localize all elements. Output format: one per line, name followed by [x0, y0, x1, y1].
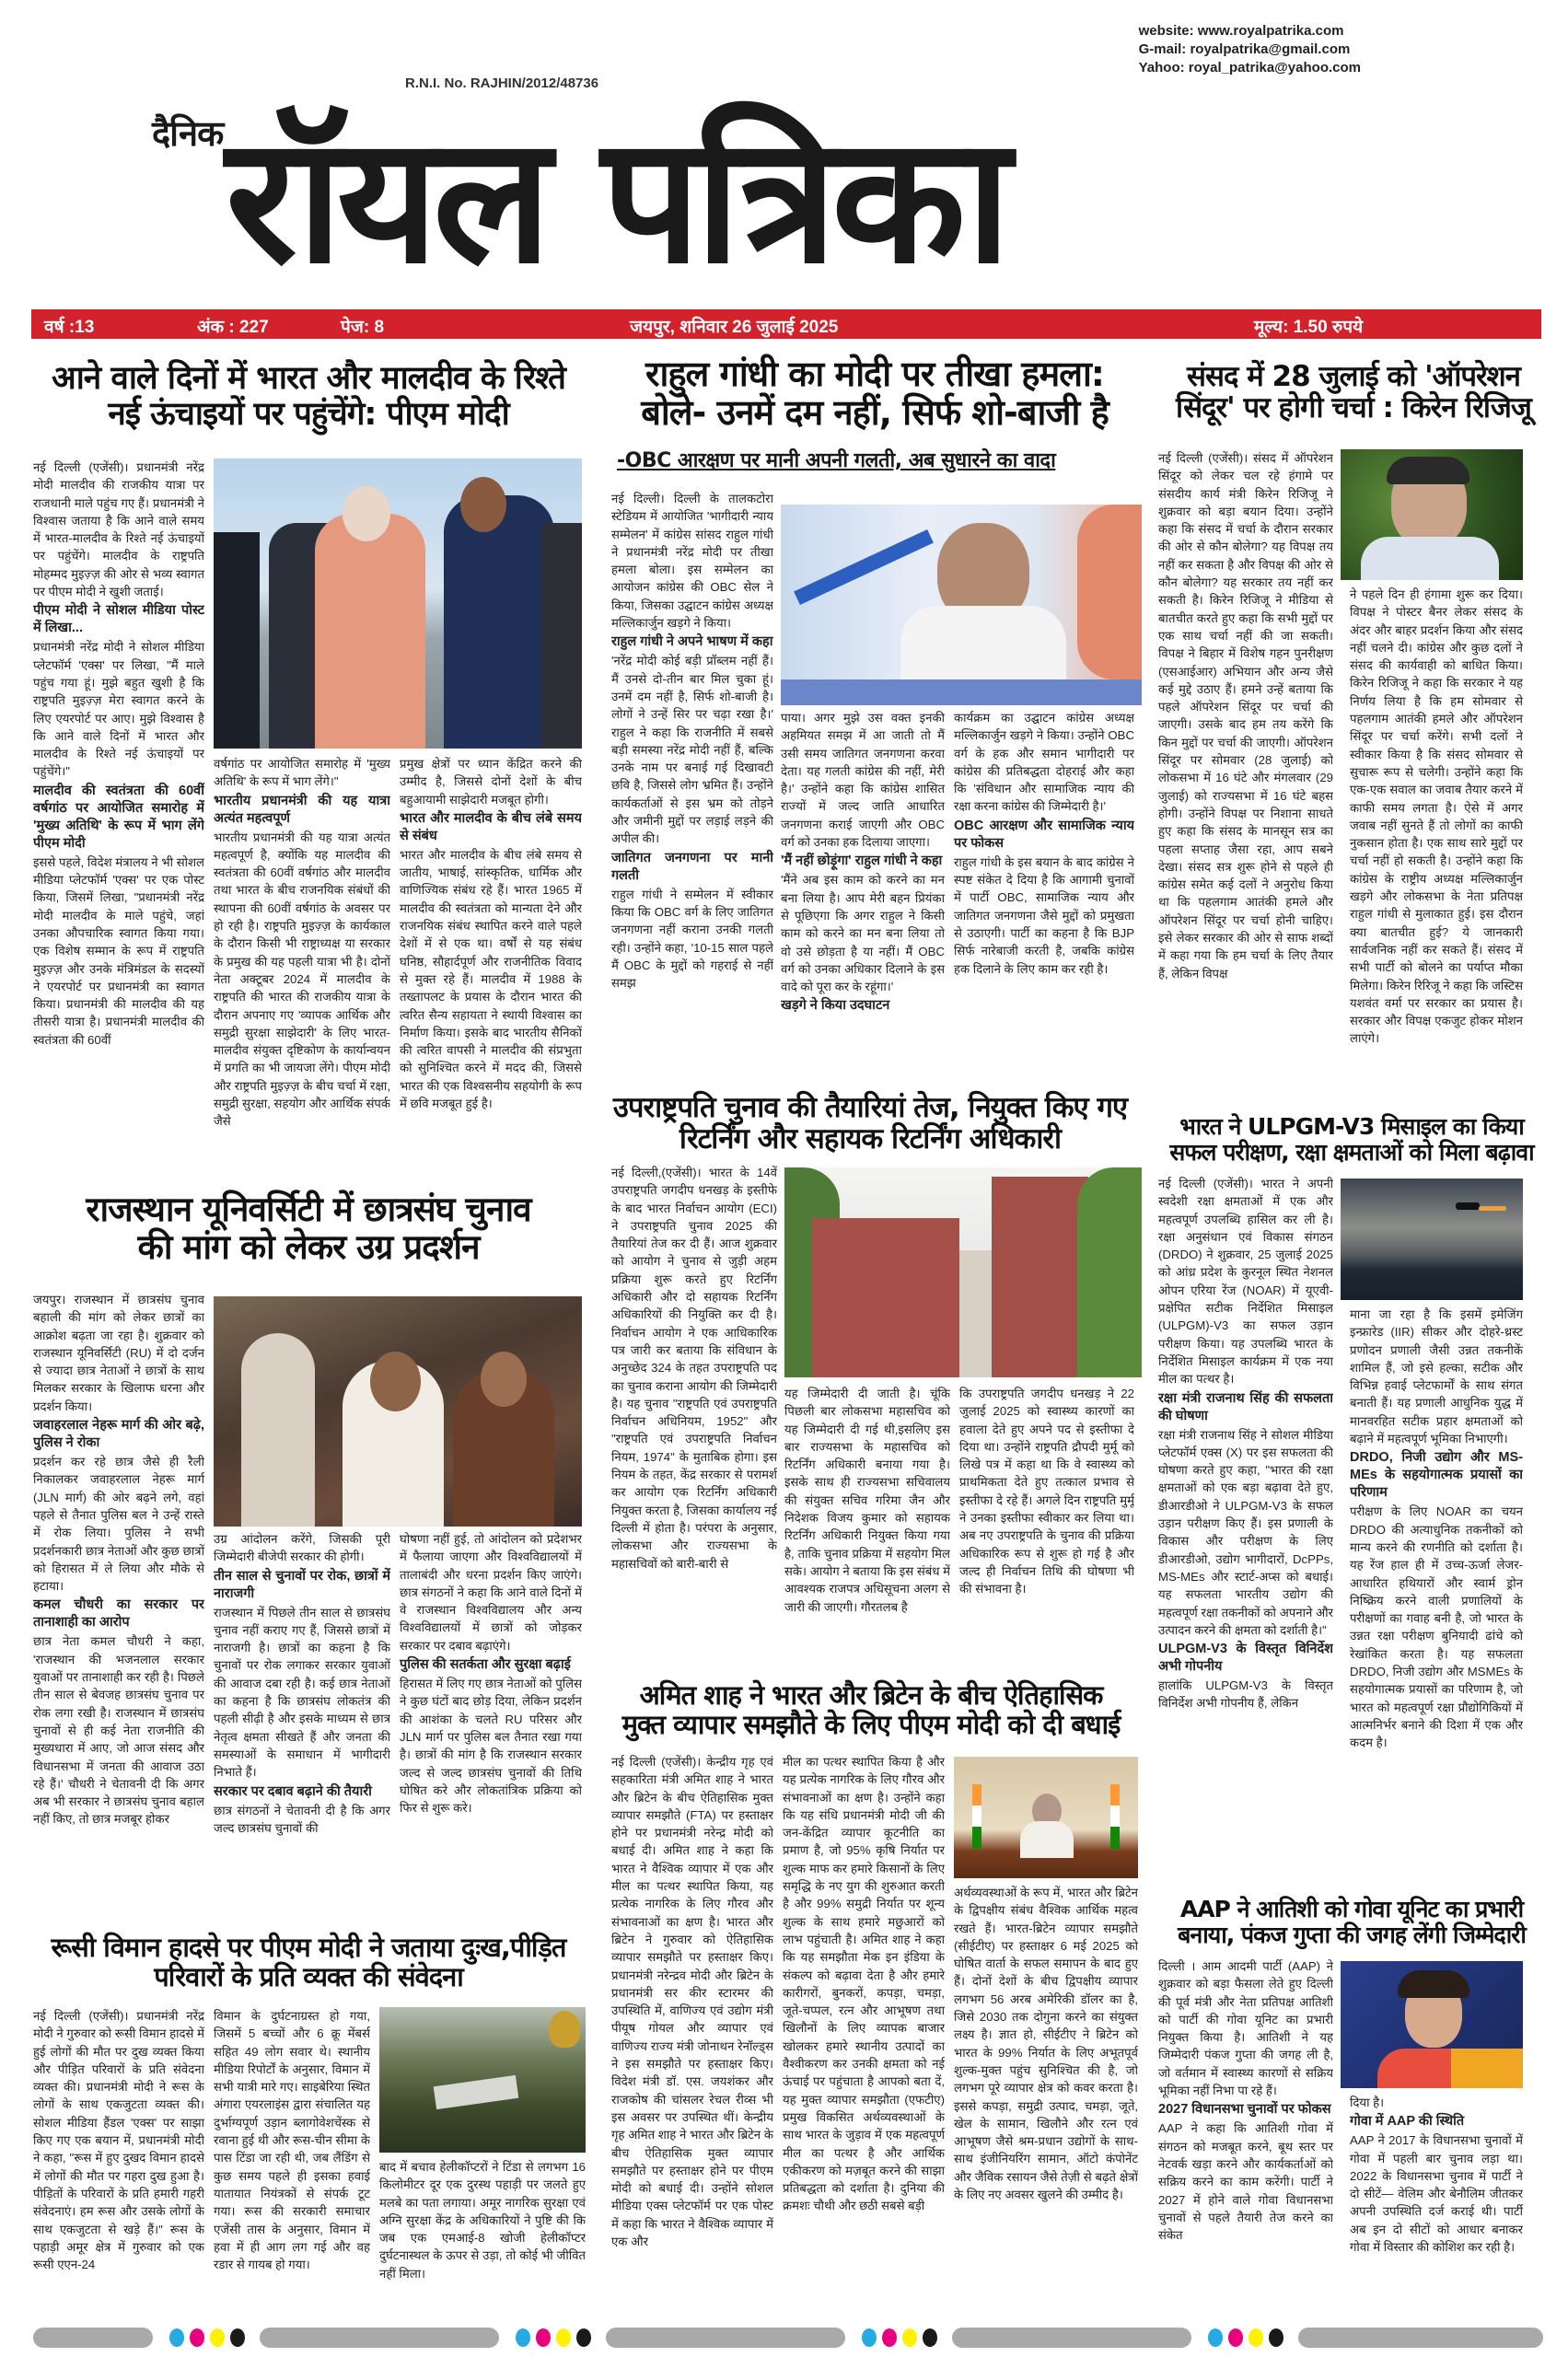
yellow-registration-dot	[556, 2328, 571, 2347]
amitshah-column-3	[954, 1884, 1138, 2326]
aap-body: दिल्ली । आम आदमी पार्टी (AAP) ने शुक्रवार को बड़ा फैसला लेते हुए दिल्ली की पूर्व मंत्री और नेता प्रतिपक्ष आतिशी को पार्टी की गोवा यूनिट का प्रभारी नियुक्त किया है। आतिशी ने यह जिम्मेदारी पंकज गुप्ता की जगह ली है, जो वर्तमान में स्वास्थ्य कारणों से सक्रिय भूमिका नहीं निभा पा रहे हैं।	[1158, 1959, 1333, 2098]
vicepresident-column-3	[959, 1385, 1134, 1678]
sindoor-headline[interactable]	[1160, 361, 1547, 424]
plane-column-3	[379, 2158, 586, 2326]
university-subheading: जवाहरलाल नेहरू मार्ग की ओर बढ़े, पुलिस ने रोका	[33, 1418, 204, 1451]
maldives-headline-line1: आने वाले दिनों में भारत और मालदीव के रिश्ते	[52, 360, 565, 397]
missile-column-2	[1350, 1306, 1523, 1887]
plane-column-2	[214, 2007, 370, 2326]
rahul-body: राहुल गांधी के इस बयान के बाद कांग्रेस ने स्पष्ट संकेत दे दिया है कि आगामी चुनावों में पार्टी OBC, सामाजिक न्याय और जातिगत जनगणना जैसे मुद्दों को प्रमुखता से उठाएगी। पार्टी का कहना है कि BJP सिर्फ नारेबाजी करती है, जबकि कांग्रेस हक दिलाने के लिए काम कर रही है।	[954, 854, 1134, 976]
yahoo-text[interactable]: Yahoo: royal_patrika@yahoo.com	[1138, 60, 1361, 75]
university-column-2	[214, 1530, 390, 1926]
university-body: उग्र आंदोलन करेंगे, जिसकी पूरी जिम्मेदारी बीजेपी सरकार की होगी।	[214, 1532, 390, 1564]
missile-subheading: रक्षा मंत्री राजनाथ सिंह की सफलता की घोषणा	[1158, 1390, 1333, 1423]
amitshah-headline[interactable]	[600, 1681, 1142, 1740]
university-subheading: पुलिस की सतर्कता और सुरक्षा बढ़ाई	[400, 1657, 571, 1673]
rahul-subheading: OBC आरक्षण और सामाजिक न्याय पर फोकस	[954, 818, 1134, 851]
university-column-1	[33, 1291, 204, 1926]
plane-body: नई दिल्ली (एजेंसी)। प्रधानमंत्री नरेंद्र मोदी ने गुरुवार को रूसी विमान हादसे में हुई लोगों की मौत पर दुख व्यक्त किया और पीड़ित परिवारों के प्रति संवेदना व्यक्त की। प्रधानमंत्री मोदी ने रूस के लोगों के साथ एकजुटता व्यक्त की। सोशल मीडिया हैंडल 'एक्स' पर साझा किए गए एक बयान में, प्रधानमंत्री मोदी ने कहा, "रूस में हुए दुखद विमान हादसे में लोगों की मौत पर गहरा दुख हुआ है। पीड़ितों के परिवारों के प्रति हमारी गहरी संवेदनाएं। हम रूस और उसके लोगों के साथ एकजुटता से खड़े हैं।" रूस के पहाड़ी अमूर क्षेत्र में गुरुवार को एक रूसी एएन-24	[33, 2009, 204, 2272]
missile-subheading: ULPGM-V3 के विस्तृत विनिर्देश अभी गोपनीय	[1158, 1642, 1333, 1675]
aap-column-1	[1158, 1957, 1333, 2326]
rahul-subheading: 'मैं नहीं छोड़ूंगा' राहुल गांधी ने कहा	[781, 853, 943, 869]
maldives-body: नई दिल्ली (एजेंसी)। प्रधानमंत्री नरेंद्र मोदी मालदीव की राजकीय यात्रा पर राजधानी माले पहुंच गए हैं। प्रधानमंत्री ने विश्वास जताया है कि आने वाले समय में भारत-मालदीव के रिश्ते नई ऊंचाइयों पर पहुंचेंगे। मालदीव के राष्ट्रपति मोहम्मद मुइज़्ज़ की ओर से भव्य स्वागत पर पीएम मोदी ने खुशी जताई।	[33, 460, 204, 599]
maldives-body: वर्षगांठ पर आयोजित समारोह में 'मुख्य अतिथि' के रूप में भाग लेंगे।"	[214, 757, 390, 789]
maldives-subheading: भारत और मालदीव के बीच लंबे समय से संबंध	[400, 810, 582, 843]
registration-gray-bar	[606, 2328, 845, 2348]
plane-body: बाद में बचाव हेलीकॉप्टरों ने टिंडा से लगभग 16 किलोमीटर दूर एक दुरस्थ पहाड़ी पर जलते हुए मलबे का पता लगाया। अमूर नागरिक सुरक्षा एवं अग्नि सुरक्षा केंद्र के अधिकारियों ने पुष्टि की कि जब एक एमआई-8 खोजी हेलीकॉप्टर दुर्घटनास्थल के ऊपर से उड़ा, तो कोई भी जीवित नहीं मिला।	[379, 2160, 586, 2281]
university-body: प्रदर्शन कर रहे छात्र जैसे ही रैली निकालकर जवाहरलाल नेहरू मार्ग (JLN मार्ग) की ओर बढ़ने लगे, वहां पहले से तैनात पुलिस बल ने उन्हें रास्ते में रोक लिया। पुलिस ने सभी प्रदर्शनकारी छात्र नेताओं और कुछ छात्रों को हिरासत में ले लिया और मौके से हटाया।	[33, 1455, 204, 1594]
print-registration-bar	[33, 2328, 1543, 2348]
aap-headline[interactable]	[1156, 1897, 1547, 1947]
rahul-body: 'मैंने अब इस काम को करने का मन बना लिया है। आप मेरी बहन प्रियंका से पूछिएगा कि अगर राहुल ने किसी काम को करने का मन बना लिया तो वो उसे छोड़ता है या नहीं। मैं OBC वर्ग को उनका अधिकार दिलाने के इस वादे को पूरा कर के रहूंगा।'	[781, 873, 945, 994]
maldives-column-2	[214, 755, 390, 1186]
aap-body: AAP ने 2017 के विधानसभा चुनावों में गोवा में पहली बार चुनाव लड़ा था। 2022 के विधानसभा चुनाव में पार्टी ने दो सीटें— वेलिम और बेनौलिम जीतकर अपनी उपस्थिति दर्ज कराई थी। पार्टी अब इन दो सीटों को आधार बनाकर गोवा में विस्तार की कोशिश कर रही है।	[1350, 2133, 1523, 2255]
vicepresident-column-1	[611, 1164, 777, 1678]
plane-headline-line1: रूसी विमान हादसे पर पीएम मोदी ने जताया दुःख,पीड़ित	[51, 1932, 566, 1963]
maldives-body: इससे पहले, विदेश मंत्रालय ने भी सोशल मीडिया प्लेटफॉर्म 'एक्स' पर एक पोस्ट किया, जिसमें लिखा, "प्रधानमंत्री नरेंद्र मोदी मालदीव के माले पहुंचे, जहां उनका औपचारिक स्वागत किया गया। एक विशेष सम्मान के रूप में राष्ट्रपति मुइज़्ज़ और उनके मंत्रिमंडल के सदस्यों ने एयरपोर्ट पर प्रधानमंत्री का स्वागत किया। प्रधानमंत्री की मालदीव की यह तीसरी यात्रा है। प्रधानमंत्री मालदीव की स्वतंत्रता की 60वीं	[33, 854, 204, 1047]
magenta-registration-dot	[536, 2328, 551, 2347]
missile-column-1	[1158, 1175, 1333, 1887]
website-text[interactable]: website: www.royalpatrika.com	[1138, 23, 1344, 39]
amit-shah-office-photo	[954, 1757, 1138, 1878]
rni-number: R.N.I. No. RAJHIN/2012/48736	[405, 75, 599, 91]
plane-headline-line2: परिवारों के प्रति व्यक्त की संवेदना	[154, 1960, 463, 1992]
rahul-subheading: जातिगत जनगणना पर मानी गलती	[611, 850, 773, 883]
black-registration-dot	[1269, 2328, 1283, 2347]
modi-muizzu-handshake-photo	[214, 459, 582, 749]
amitshah-body: नई दिल्ली (एजेंसी)। केन्द्रीय गृह एवं सहकारिता मंत्री अमित शाह ने भारत और ब्रिटेन के बीच ऐतिहासिक मुक्त व्यापार समझौते (FTA) पर हस्ताक्षर होने पर प्रधानमंत्री नरेन्द्र मोदी को बधाई दी। अमित शाह ने कहा कि भारत ने वैश्विक व्यापार में एक और मील का पत्थर स्थापित किया, यह प्रत्येक नागरिक के लिए गौरव और संभावनाओं का क्षण है। भारत और ब्रिटेन ने गुरुवार को ऐतिहासिक व्यापार समझौते पर हस्ताक्षर किए। प्रधानमंत्री नरेन्द्रव मोदी और ब्रिटेन के प्रधानमंत्री सर कीर स्टारमर की उपस्थिति में, वाणिज्य एवं उद्योग मंत्री पीयूष गोयल और व्यापार एवं वाणिज्य राज्य मंत्री जोनाथन रेनॉल्ड्स ने इस समझौते पर हस्ताक्षर किए। विदेश मंत्री डॉ. एस. जयशंकर और राजकोष की चांसलर रेचल रीव्स भी इस अवसर पर उपस्थित थीं। केन्द्रीय गृह अमित शाह ने भारत और ब्रिटेन के बीच ऐतिहासिक मुक्त व्यापार समझौते पर हस्ताक्षर होने पर पीएम मोदी को बधाई दी। उन्होंने सोशल मीडिया एक्स प्लेटफॉर्म पर एक पोस्ट में कहा कि भारत ने वैश्विक व्यापार में एक और	[611, 1755, 773, 2249]
yellow-registration-dot	[902, 2328, 917, 2347]
aap-subheading: गोवा में AAP की स्थिति	[1350, 2114, 1465, 2130]
rahul-gandhi-speech-photo	[781, 505, 1142, 705]
vicepresident-body: कि उपराष्ट्रपति जगदीप धनखड़ ने 22 जुलाई 2025 को स्वास्थ्य कारणों का हवाला देते हुए अपने पद से इस्तीफा दे दिया था। उन्होंने राष्ट्रपति द्रौपदी मुर्मू को लिखे पत्र में कहा था कि वे स्वास्थ्य को प्राथमिकता देते हुए तत्काल प्रभाव से इस्तीफा दे रहे हैं। अगले दिन राष्ट्रपति मुर्मू ने उनका इस्तीफा स्वीकार कर लिया था। अब नए उपराष्ट्रपति के चुनाव की प्रक्रिया अधिकारिक रूप से शुरू हो गई है और जल्द ही निर्वाचन तिथि की घोषणा भी की संभावना है।	[959, 1387, 1134, 1596]
election-commission-building-photo	[784, 1167, 1142, 1377]
atishi-photo	[1341, 1961, 1523, 2088]
university-subheading: तीन साल से चुनावों पर रोक, छात्रों में नाराजगी	[214, 1568, 390, 1601]
plane-column-1	[33, 2007, 204, 2326]
missile-body: माना जा रहा है कि इसमें इमेजिंग इन्फ्रारेड (IIR) सीकर और दोहरे-थ्रस्ट प्रणोदन प्रणाली जैसी उन्नत तकनीकें शामिल हैं, जो इसे हल्का, सटीक और विभिन्न हवाई प्लेटफार्मों के साथ संगत बनाती हैं। यह प्रणाली आधुनिक युद्ध में मानवरहित सटीक प्रहार क्षमताओं को बढ़ाने में महत्वपूर्ण भूमिका निभाएगी।	[1350, 1307, 1523, 1446]
ulpgm-missile-drone-photo	[1341, 1178, 1523, 1300]
issue-label: अंक : 227	[197, 318, 269, 337]
masthead-prefix: दैनिक	[152, 113, 224, 154]
rahul-body: पाया। अगर मुझे उस वक्त इनकी अहमियत समझ में आ जाती तो मैं उसी समय जातिगत जनगणना करवा देता। यह गलती कांग्रेस की नहीं, मेरी है।' उन्होंने कहा कि कांग्रेस शासित राज्यों में जल्द जाति आधारित जनगणना कराई जाएगी और OBC वर्ग को उनका हक दिलाया जाएगा।	[781, 711, 945, 850]
registration-gray-bar	[260, 2328, 499, 2348]
vicepresident-column-2	[784, 1385, 950, 1678]
maldives-body: भारत और मालदीव के बीच लंबे समय से जातीय, भाषाई, सांस्कृतिक, धार्मिक और वाणिज्यिक संबंध रहे हैं। भारत 1965 में मालदीव की स्वतंत्रता को मान्यता देने और राजनयिक संबंध स्थापित करने वाले पहले देशों में से एक था। वर्षों से यह संबंध घनिष्ठ, सौहार्दपूर्ण और राजनीतिक विवाद से मुक्त रहे हैं। मालदीव में 1988 के तख्तापलट के प्रयास के दौरान भारत की त्वरित सैन्य सहायता ने स्थायी विश्वास का निर्माण किया। इसके बाद भारतीय सैनिकों की त्वरित वापसी ने मालदीव की संप्रभुता को सुनिश्चित करने में मदद की, जिससे भारत की एक विश्वसनीय सहयोगी के रूप में छवि मजबूत हुई है।	[400, 847, 582, 1111]
university-body: राजस्थान में पिछले तीन साल से छात्रसंघ चुनाव नहीं कराए गए हैं, जिससे छात्रों में नाराजगी है। छात्रों का कहना है कि चुनावों पर रोक लगाकर सरकार युवाओं की आवाज दबा रही है। कई छात्र नेताओं का कहना है कि छात्रसंघ लोकतंत्र की पहली सीढ़ी है और इसके माध्यम से छात्र नेतृत्व क्षमता सीखते हैं और जनता की समस्याओं के समाधान में भागीदारी निभाते हैं।	[214, 1605, 390, 1780]
amitshah-column-2	[783, 1753, 945, 2326]
aap-headline-line1: AAP ने आतिशी को गोवा यूनिट का प्रभारी	[1179, 1896, 1524, 1922]
yellow-registration-dot	[1249, 2328, 1263, 2347]
aap-body: दिया है।	[1350, 2096, 1385, 2109]
black-registration-dot	[576, 2328, 591, 2347]
cyan-registration-dot	[516, 2328, 530, 2347]
rahul-column-3	[954, 709, 1134, 1082]
rahul-body: 'नरेंद्र मोदी कोई बड़ी प्रॉब्लम नहीं हैं। मैं उनसे दो-तीन बार मिल चुका हूं। उनमें दम नहीं है, सिर्फ शो-बाजी है। लोगों ने उन्हें सिर पर चढ़ा रखा है।' राहुल ने कहा कि राजनीति में सबसे बड़ी समस्या नरेंद्र मोदी नहीं हैं, बल्कि उनके नाम पर बनाई गई दिखावटी छवि है, जिससे लोग भ्रमित हैं। उन्होंने कार्यकर्ताओं से इस भ्रम को तोड़ने और जमीनी मुद्दों पर लड़ाई लड़ने की अपील की।	[611, 654, 773, 846]
missile-subheading: DRDO, निजी उद्योग और MS-MEs के सहयोगात्मक प्रयासों का परिणाम	[1350, 1450, 1523, 1501]
maldives-headline-line2: नई ऊंचाइयों पर पहुंचेंगे: पीएम मोदी	[108, 395, 509, 433]
rahul-headline-line1: राहुल गांधी का मोदी पर तीखा हमला:	[645, 354, 1105, 394]
kiren-rijiju-photo	[1341, 449, 1523, 580]
vicepresident-headline-line1: उपराष्ट्रपति चुनाव की तैयारियां तेज, नियुक्त किए गए	[612, 1091, 1128, 1124]
magenta-registration-dot	[882, 2328, 897, 2347]
black-registration-dot	[230, 2328, 245, 2347]
aap-headline-line2: बनाया, पंकज गुप्ता की जगह लेंगी जिम्मेदारी	[1178, 1921, 1526, 1948]
maldives-body: प्रधानमंत्री नरेंद्र मोदी ने सोशल मीडिया प्लेटफॉर्म 'एक्स' पर लिखा, "मैं माले पहुंच गया हूं। मुझे बहुत खुशी है कि राष्ट्रपति मुइज़्ज़ मेरा स्वागत करने के लिए एयरपोर्ट पर आए। मुझे विश्वास है कि आने वाले दिनों में भारत और मालदीव के रिश्ते नई ऊंचाइयों पर पहुंचेंगे।"	[33, 640, 204, 779]
dateline: जयपुर, शनिवार 26 जुलाई 2025	[630, 318, 839, 337]
magenta-registration-dot	[1228, 2328, 1243, 2347]
vicepresident-body: नई दिल्ली,(एजेंसी)। भारत के 14वें उपराष्ट्रपति जगदीप धनखड़ के इस्तीफे के बाद भारत निर्वाचन आयोग (ECI) ने उपराष्ट्रपति चुनाव 2025 की तैयारियां तेज कर दी हैं। आज शुक्रवार को आयोग ने चुनाव से जुड़ी अहम प्रक्रिया शुरू करते हुए रिटर्निंग अधिकारी और दो सहायक रिटर्निंग अधिकारियों की नियुक्ति कर दी है। निर्वाचन आयोग ने एक आधिकारिक पत्र जारी कर बताया कि संविधान के अनुच्छेद 324 के तहत उपराष्ट्रपति पद का चुनाव कराना आयोग की जिम्मेदारी है। यह चुनाव "राष्ट्रपति एवं उपराष्ट्रपति निर्वाचन अधिनियम, 1952" और "राष्ट्रपति एवं उपराष्ट्रपति निर्वाचन नियम, 1974" के मुताबिक होगा। इस नियम के तहत, केंद्र सरकार से परामर्श कर आयोग एक रिटर्निंग अधिकारी नियुक्त करता है, जिसका कार्यालय नई दिल्ली में होता है। परंपरा के अनुसार, लोकसभा और राज्यसभा के महासचिवों को बारी-बारी से	[611, 1166, 777, 1571]
university-column-3	[400, 1530, 582, 1926]
plane-crash-site-photo	[379, 2007, 586, 2153]
rahul-subheadline: -OBC आरक्षण पर मानी अपनी गलती, अब सुधारने का वादा	[617, 449, 1056, 472]
amitshah-body: मील का पत्थर स्थापित किया है और यह प्रत्येक नागरिक के लिए गौरव और संभावनाओं का क्षण है। उन्होंने कहा कि यह संधि प्रधानमंत्री मोदी जी की जन-केंद्रित व्यापार कूटनीति का प्रमाण है, जो 95% कृषि निर्यात पर शुल्क माफ कर हमारे किसानों के लिए समृद्धि के नए युग की शुरुआत करती है और 99% समुद्री निर्यात पर शून्य शुल्क के साथ हमारे मछुआरों को लाभ पहुंचाती है। अमित शाह ने कहा कि यह समझौता मेक इन इंडिया के संकल्प को बढ़ावा देता है और हमारे कारीगरों, बुनकरों, कपड़ा, चमड़ा, जूते-चप्पल, रत्न और आभूषण तथा खिलौनों के लिए व्यापक बाजार खोलकर हमारे स्थानीय उत्पादों का वैश्वीकरण कर उनकी क्षमता को नई ऊंचाई पर पहुंचाता है आपको बता दें, यह मुक्त व्यापार समझौता (एफटीए) प्रमुख विकसित अर्थव्यवस्थाओं के साथ भारत के जुड़ाव में एक महत्वपूर्ण मील का पत्थर है और आर्थिक एकीकरण को मज़बूत करने की साझा प्रतिबद्धता को दर्शाता है। दुनिया की क्रमशः चौथी और छठी सबसे बड़ी	[783, 1755, 945, 2213]
sindoor-column-1	[1158, 449, 1333, 1103]
rahul-subheading: खड़गे ने किया उदघाटन	[781, 998, 890, 1014]
contact-block	[1139, 22, 1361, 77]
missile-headline-line1: भारत ने ULPGM-V3 मिसाइल का किया	[1179, 1113, 1524, 1140]
price-label: मूल्य: 1.50 रुपये	[1254, 318, 1364, 337]
university-headline-line1: राजस्थान यूनिवर्सिटी में छात्रसंघ चुनाव	[86, 1190, 531, 1229]
yellow-registration-dot	[210, 2328, 225, 2347]
rahul-headline[interactable]	[608, 355, 1142, 433]
amitshah-headline-line2: मुक्त व्यापार समझौते के लिए पीएम मोदी को दी बधाई	[621, 1708, 1121, 1740]
plane-body: विमान के दुर्घटनाग्रस्त हो गया, जिसमें 5 बच्चों और 6 क्रू मेंबर्स सहित 49 लोग सवार थे। स्थानीय मीडिया रिपोर्टों के अनुसार, विमान में सभी यात्री मारे गए। साइबेरिया स्थित अंगारा एयरलाइंस द्वारा संचालित यह दुर्भाग्यपूर्ण उड़ान ब्लागोवेशचेंस्क से रवाना हुई थी और रूस-चीन सीमा के पास टिंडा जा रही थी, जब लैंडिंग से कुछ समय पहले ही इसका हवाई यातायात नियंत्रकों से संपर्क टूट गया। रूस की सरकारी समाचार एजेंसी तास के अनुसार, विमान में हवा में ही आग लग गई और वह रडार से गायब हो गया।	[214, 2009, 370, 2272]
university-body: हिरासत में लिए गए छात्र नेताओं को पुलिस ने कुछ घंटों बाद छोड़ दिया, लेकिन प्रदर्शन की आशंका के चलते RU परिसर और JLN मार्ग पर पुलिस बल तैनात रखा गया है। छात्रों की मांग है कि राजस्थान सरकार जल्द से जल्द छात्रसंघ चुनावों की तिथि घोषित करे और लोकतांत्रिक प्रक्रिया को फिर से शुरू करे।	[400, 1677, 582, 1816]
year-label: वर्ष :13	[44, 318, 95, 337]
registration-gray-bar	[1298, 2328, 1543, 2348]
university-body: छात्र संगठनों ने चेतावनी दी है कि अगर जल्द छात्रसंघ चुनावों की	[214, 1803, 390, 1835]
maldives-subheading: भारतीय प्रधानमंत्री की यह यात्रा अत्यंत महत्वपूर्ण	[214, 793, 390, 826]
cyan-registration-dot	[169, 2328, 184, 2347]
university-subheading: कमल चौधरी का सरकार पर तानाशाही का आरोप	[33, 1597, 204, 1631]
rahul-headline-line2: बोले- उनमें दम नहीं, सिर्फ शो-बाजी है	[641, 391, 1109, 433]
university-subheading: सरकार पर दबाव बढ़ाने की तैयारी	[214, 1783, 372, 1799]
maldives-subheading: पीएम मोदी ने सोशल मीडिया पोस्ट में लिखा...	[33, 603, 204, 636]
sindoor-body: ने पहले दिन ही हंगामा शुरू कर दिया। विपक्ष ने पोस्टर बैनर लेकर संसद के अंदर और बाहर प्रदर्शन किया और संसद नहीं चलने दी। कांग्रेस और कुछ दलों ने संसद की कार्यवाही को बाधित किया। किरेन रिजिजू ने कहा कि सरकार ने यह निर्णय लिया है कि हम सोमवार से पहलगाम आतंकी हमले और ऑपरेशन सिंदूर पर चर्चा करेंगे। सभी दलों ने स्वीकार किया है कि संसद सोमवार से सुचारू रूप से चलेगी। उन्होंने कहा कि एक-एक सवाल का जवाब तैयार करने में काफी समय लगता है। ऐसे में अगर जवाब नहीं सुनते हैं तो लोगों का काफी नुकसान होता है। एक साथ सारे मुद्दों पर चर्चा नहीं हो सकती है। उन्होंने कहा कि कांग्रेस के राष्ट्रीय अध्यक्ष मल्लिकार्जुन खड़गे और लोकसभा के नेता प्रतिपक्ष राहुल गांधी से मुलाकात हुई। इस दौरान क्या बातचीत हुई? ये जानकारी सार्वजनिक नहीं कर सकते हैं। संसद में सभी पार्टी को बोलने का पर्याप्त मौका मिलेगा। किरेन रिरिजू ने कहा कि जस्टिस यशवंत वर्मा पर सरकार का प्रयास है। सरकार और विपक्ष एकजुट होकर मोशन लाएंगे।	[1350, 587, 1523, 1046]
university-body: छात्र नेता कमल चौधरी ने कहा, 'राजस्थान की भजनलाल सरकार युवाओं पर तानाशाही कर रही है। पिछले तीन साल से बेवजह छात्रसंघ चुनाव पर रोक लगा रखी है। राजस्थान में छात्रसंघ चुनावों से ही कई नेता राजनीति की मुख्यधारा में आए, जो आज संसद और विधानसभा में जनता की आवाज उठा रहे हैं।' चौधरी ने चेतावनी दी कि अगर अब भी सरकार ने छात्रसंघ चुनाव बहाल नहीं किए, तो छात्र मजबूर होकर	[33, 1634, 204, 1827]
vicepresident-headline[interactable]	[598, 1092, 1142, 1155]
missile-headline-line2: सफल परीक्षण, रक्षा क्षमताओं को मिला बढ़ावा	[1169, 1138, 1534, 1166]
sindoor-headline-line2: सिंदूर' पर होगी चर्चा : किरेन रिजिजू	[1176, 391, 1531, 425]
cyan-registration-dot	[862, 2328, 877, 2347]
rahul-body: कार्यक्रम का उद्घाटन कांग्रेस अध्यक्ष मल्लिकार्जुन खड़गे ने किया। उन्होंने OBC वर्ग के हक और समान भागीदारी पर कांग्रेस की प्रतिबद्धता दोहराई और कहा कि 'संविधान और सामाजिक न्याय की रक्षा करना कांग्रेस की जिम्मेदारी है।'	[954, 711, 1134, 814]
registration-gray-bar	[33, 2328, 153, 2348]
missile-headline[interactable]	[1156, 1114, 1547, 1165]
aap-body: AAP ने कहा कि आतिशी गोवा में संगठन को मजबूत करने, बूथ स्तर पर नेटवर्क खड़ा करने और कार्यकर्ताओं को सक्रिय करने का काम करेंगी। पार्टी ने 2027 में होने वाले गोवा विधानसभा चुनावों से पहले तैयारी तेज करने का संकेत	[1158, 2121, 1333, 2243]
student-protest-photo	[214, 1296, 582, 1527]
maldives-column-3	[400, 755, 582, 1186]
university-body: घोषणा नहीं हुई, तो आंदोलन को प्रदेशभर में फैलाया जाएगा और विश्वविद्यालयों में तालाबंदी और धरना प्रदर्शन किए जाएंगे। छात्र संगठनों ने कहा कि आने वाले दिनों में वे राजस्थान विश्वविद्यालय और अन्य विश्वविद्यालयों में छात्रों को जोड़कर सरकार पर दबाव बढ़ाएंगे।	[400, 1532, 582, 1653]
magenta-registration-dot	[190, 2328, 204, 2347]
missile-body: परीक्षण के लिए NOAR का चयन DRDO की अत्याधुनिक तकनीकों को मान्य करने की रणनीति को दर्शाता है। यह रेंज हाल ही में उच्च-ऊर्जा लेजर-आधारित हथियारों और स्वार्म ड्रोन निष्क्रिय करने वाली प्रणालियों के परीक्षणों का गवाह बनी है, जो भारत के उन्नत रक्षा परीक्षण बुनियादी ढांचे को रेखांकित करता है। यह सफलता DRDO, निजी उद्योग और MSMEs के सहयोगात्मक प्रयासों का परिणाम है, जो भारत को महत्वपूर्ण रक्षा प्रौद्योगिकियों में आत्मनिर्भर बनाने की दिशा में एक और कदम है।	[1350, 1504, 1523, 1750]
maldives-body: भारतीय प्रधानमंत्री की यह यात्रा अत्यंत महत्वपूर्ण है, क्योंकि यह मालदीव की स्वतंत्रता की 60वीं वर्षगांठ और मालदीव तथा भारत के बीच राजनयिक संबंधों की स्थापना की 60वीं वर्षगांठ के अवसर पर हो रही है। राष्ट्रपति मुइज़्ज़ के कार्यकाल के दौरान किसी भी राष्ट्राध्यक्ष या सरकार के प्रमुख की यह पहली यात्रा भी है। दोनों नेता अक्टूबर 2024 में मालदीव के राष्ट्रपति की भारत की राजकीय यात्रा के दौरान अपनाए गए 'व्यापक आर्थिक और समुद्री सुरक्षा साझेदारी' के लिए भारत-मालदीव संयुक्त दृष्टिकोण के कार्यान्वयन में प्रगति का भी जायजा लेंगे। पीएम मोदी और राष्ट्रपति मुइज़्ज़ के बीच चर्चा में रक्षा, समुद्री सुरक्षा, सहयोग और आर्थिक संपर्क जैसे	[214, 830, 390, 1129]
sindoor-headline-line1: संसद में 28 जुलाई को 'ऑपरेशन	[1187, 360, 1520, 393]
maldives-headline[interactable]	[28, 361, 589, 432]
amitshah-headline-line1: अमित शाह ने भारत और ब्रिटेन के बीच ऐतिहासिक	[639, 1679, 1103, 1711]
rahul-subheading: राहुल गांधी ने अपने भाषण में कहा	[611, 634, 773, 650]
maldives-column-1	[33, 459, 204, 1186]
rahul-body: राहुल गांधी ने सम्मेलन में स्वीकार किया कि OBC वर्ग के लिए जातिगत जनगणना नहीं कराना उनकी गलती रही। उन्होंने कहा, '10-15 साल पहले मैं OBC के मुद्दों को गहराई से नहीं समझ	[611, 887, 773, 991]
gmail-text[interactable]: G-mail: royalpatrika@gmail.com	[1138, 41, 1351, 57]
plane-headline[interactable]	[28, 1933, 589, 1992]
cyan-registration-dot	[1208, 2328, 1223, 2347]
sindoor-body: नई दिल्ली (एजेंसी)। संसद में ऑपरेशन सिंदूर को लेकर चल रहे हंगामे पर संसदीय कार्य मंत्री किरेन रिजिजू ने शुक्रवार को बड़ा बयान दिया। उन्होंने कहा कि संसद में चर्चा के दौरान सरकार की ओर से कौन बोलेगा? यह विपक्ष तय नहीं कर सकता है और विपक्ष की ओर से कौन बोलेगा? यह सरकार तय नहीं कर सकती है। किरेन रिजिजू ने मीडिया से बातचीत करते हुए कहा कि सभी मुद्दों पर एक साथ चर्चा नहीं की जा सकती। विपक्ष ने बिहार में विशेष गहन पुनरीक्षण (एसआईआर) अभियान और अन्य जैसे कई मुद्दे उठाए हैं। हमने उन्हें बताया कि पहले ऑपरेशन सिंदूर पर चर्चा की जाएगी। उसके बाद हम तय करेंगे कि किन मुद्दों पर चर्चा की जाएगी। ऑपरेशन सिंदूर पर सोमवार (28 जुलाई) को लोकसभा में 16 घंटे और मंगलवार (29 जुलाई) को राज्यसभा में 16 घंटे बहस होगी। उन्होंने विपक्ष पर निशाना साधते हुए कहा कि संसद के मानसून सत्र का पहला सप्ताह जैसा रहा, आप सबने देखा। संसद सत्र शुरू होने से पहले ही कांग्रेस समेत कई दलों ने अनुरोध किया था कि पहलगाम आतंकी हमले और ऑपरेशन सिंदूर पर चर्चा होनी चाहिए। इसे लेकर सरकार की ओर से साफ शब्दों में कहा गया कि हम चर्चा के लिए तैयार हैं, लेकिन विपक्ष	[1158, 451, 1333, 981]
rahul-column-1	[611, 490, 773, 1079]
newspaper-logo-title: रॉयल पत्रिका	[226, 99, 1006, 302]
missile-body: हालांकि ULPGM-V3 के विस्तृत विनिर्देश अभी गोपनीय हैं, लेकिन	[1158, 1678, 1333, 1711]
maldives-body: प्रमुख क्षेत्रों पर ध्यान केंद्रित करने की उम्मीद है, जिससे दोनों देशों के बीच बहुआयामी साझेदारी मजबूत होगी।	[400, 757, 582, 807]
sindoor-column-2	[1350, 586, 1523, 1103]
aap-subheading: 2027 विधानसभा चुनावों पर फोकस	[1158, 2102, 1331, 2118]
black-registration-dot	[923, 2328, 937, 2347]
vicepresident-body: यह जिम्मेदारी दी जाती है। चूंकि पिछली बार लोकसभा महासचिव को यह जिम्मेदारी दी गई थी,इसलिए इस बार राज्यसभा के महासचिव को रिटर्निंग अधिकारी बनाया गया है। इसके साथ ही राज्यसभा सचिवालय की संयुक्त सचिव गरिमा जैन और निदेशक विजय कुमार को सहायक रिटर्निंग अधिकारी नियुक्त किया गया है, ताकि चुनाव प्रक्रिया में सहयोग मिल सके। आयोग ने बताया कि इस संबंध में आवश्यक राजपत्र अधिसूचना अलग से जारी की जाएगी। गौरतलब है	[784, 1387, 950, 1614]
missile-body: नई दिल्ली (एजेंसी)। भारत ने अपनी स्वदेशी रक्षा क्षमताओं में एक और महत्वपूर्ण उपलब्धि हासिल कर ली है। रक्षा अनुसंधान एवं विकास संगठन (DRDO) ने शुक्रवार, 25 जुलाई 2025 को आंध्र प्रदेश के कुरनूल स्थित नेशनल ओपन एरिया रेंज (NOAR) में यूएवी-प्रक्षेपित सटीक निर्देशित मिसाइल (ULPGM)-V3 का सफल उड़ान परीक्षण किया। यह उपलब्धि भारत के निर्देशित मिसाइल कार्यक्रम में एक नया मील का पत्थर है।	[1158, 1177, 1333, 1387]
aap-column-2	[1350, 2094, 1523, 2326]
maldives-subheading: मालदीव की स्वतंत्रता की 60वीं वर्षगांठ पर आयोजित समारोह में 'मुख्य अतिथि' के रूप में भाग लेंगे पीएम मोदी	[33, 783, 204, 851]
rahul-column-2	[781, 709, 945, 1082]
page-label: पेज: 8	[341, 318, 385, 337]
amitshah-body: अर्थव्यवस्थाओं के रूप में, भारत और ब्रिटेन के द्विपक्षीय संबंध वैश्विक आर्थिक महत्व रखते हैं। भारत-ब्रिटेन व्यापार समझौते (सीईटीए) पर हस्ताक्षर 6 मई 2025 को घोषित वार्ता के सफल समापन के बाद हुए हैं। दोनों देशों के बीच द्विपक्षीय व्यापार लगभग 56 अरब अमेरिकी डॉलर का है, जिसे 2030 तक दोगुना करने का संयुक्त लक्ष्य है। ज्ञात हो, सीईटीए ने ब्रिटेन को भारत के 99% निर्यात के लिए अभूतपूर्व शुल्क-मुक्त पहुंच सुनिश्चित की है, जो लगभग पूरे व्यापार क्षेत्र को कवर करता है। इससे कपड़ा, समुद्री उत्पाद, चमड़ा, जूते, खेल के सामान, खिलौने और रत्न एवं आभूषण जैसे श्रम-प्रधान उद्योगों के साथ-साथ इंजीनियरिंग सामान, ऑटो कंपोनेंट और जैविक रसायन जैसे तेज़ी से बढ़ते क्षेत्रों के लिए नए अवसर खुलने की उम्मीद है।	[954, 1886, 1138, 2202]
university-body: जयपुर। राजस्थान में छात्रसंघ चुनाव बहाली की मांग को लेकर छात्रों का आक्रोश बढ़ता जा रहा है। शुक्रवार को राजस्थान यूनिवर्सिटी (RU) में दो दर्जन से ज्यादा छात्र नेताओं ने छात्रों के साथ मिलकर सरकार के खिलाफ धरना और प्रदर्शन किया।	[33, 1293, 204, 1413]
amitshah-column-1	[611, 1753, 773, 2326]
rahul-body: नई दिल्ली। दिल्ली के तालकटोरा स्टेडियम में आयोजित 'भागीदारी न्याय सम्मेलन' में कांग्रेस सांसद राहुल गांधी ने प्रधानमंत्री नरेंद्र मोदी पर तीखा हमला बोला। इस सम्मेलन का आयोजन कांग्रेस की OBC सेल ने किया, जिसका उद्घाटन कांग्रेस अध्यक्ष मल्लिकार्जुन खड़गे ने किया।	[611, 492, 773, 631]
university-headline-line2: की मांग को लेकर उग्र प्रदर्शन	[137, 1226, 480, 1267]
registration-gray-bar	[952, 2328, 1191, 2348]
missile-body: रक्षा मंत्री राजनाथ सिंह ने सोशल मीडिया प्लेटफॉर्म एक्स (X) पर इस सफलता की घोषणा करते हुए कहा, "भारत की रक्षा क्षमताओं को एक बड़ा बढ़ावा देते हुए, डीआरडीओ ने ULPGM-V3 के सफल उड़ान परीक्षण किए हैं। इस प्रणाली के विकास और परीक्षण के लिए डीआरडीओ, उद्योग भागीदारों, DcPPs, MS-MEs और स्टार्ट-अप्स को बधाई। यह सफलता भारतीय उद्योग की महत्वपूर्ण रक्षा तकनीकों को अपनाने और उत्पादन करने की क्षमता को दर्शाती है।"	[1158, 1427, 1333, 1637]
vicepresident-headline-line2: रिटर्निंग और सहायक रिटर्निंग अधिकारी	[679, 1122, 1062, 1156]
info-bar	[31, 309, 1541, 339]
university-headline[interactable]	[28, 1191, 589, 1266]
